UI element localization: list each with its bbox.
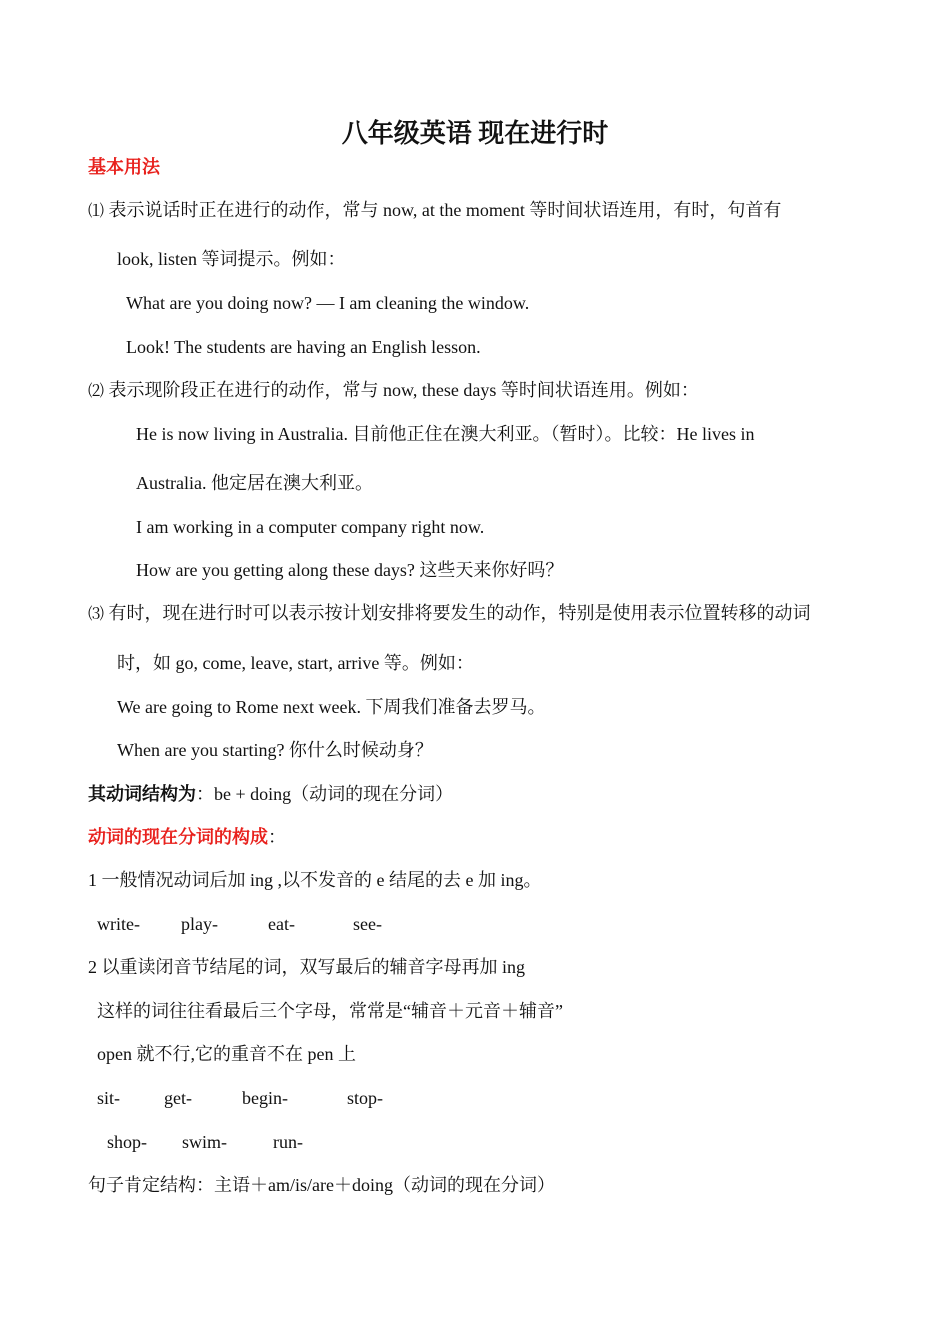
rule-2-word-swim: swim- — [182, 1132, 227, 1152]
usage-1-line-1 — [88, 198, 781, 224]
usage-1-number: ⑴ — [88, 203, 105, 220]
affirmative-structure: 句子肯定结构：主语＋am/is/are＋doing（动词的现在分词） — [88, 1175, 555, 1195]
rule-2-text: 2 以重读闭音节结尾的词，双写最后的辅音字母再加 ing — [88, 957, 525, 977]
rule-2-word-begin: begin- — [242, 1088, 288, 1108]
rule-2-word-run: run- — [273, 1132, 303, 1152]
rule-2-word-get: get- — [164, 1088, 192, 1108]
usage-3-example-2: When are you starting? 你什么时候动身？ — [117, 740, 433, 760]
rule-1-text: 1 一般情况动词后加 ing ,以不发音的 e 结尾的去 e 加 ing。 — [88, 870, 542, 890]
rule-2-word-stop: stop- — [347, 1088, 383, 1108]
usage-2-example-1a: He is now living in Australia. 目前他正住在澳大利亚。（暂时）。比较：He lives in — [136, 424, 755, 444]
rule-1-word-see: see- — [353, 914, 382, 934]
participle-heading-line — [88, 825, 286, 849]
usage-3-text: 有时，现在进行时可以表示按计划安排将要发生的动作，特别是使用表示位置转移的动词 — [108, 603, 811, 623]
usage-1-text: 表示说话时正在进行的动作，常与 now, at the moment 等时间状语连用，有时，句首有 — [108, 200, 782, 220]
usage-2-number: ⑵ — [88, 383, 105, 400]
rule-2-word-sit: sit- — [97, 1088, 121, 1108]
section-heading-basic-usage: 基本用法 — [88, 157, 160, 177]
verb-structure-value: ：be + doing（动词的现在分词） — [196, 784, 454, 804]
usage-3-example-1: We are going to Rome next week. 下周我们准备去罗马。 — [117, 697, 546, 717]
rule-2-note-2: open 就不行,它的重音不在 pen 上 — [97, 1044, 356, 1064]
usage-2-example-1b: Australia. 他定居在澳大利亚。 — [136, 473, 373, 493]
rule-1-word-eat: eat- — [268, 914, 295, 934]
verb-structure-line — [88, 782, 453, 806]
verb-structure-label: 其动词结构为 — [88, 784, 196, 804]
section-heading-participle: 动词的现在分词的构成 — [88, 827, 268, 847]
rule-2-note-1: 这样的词往往看最后三个字母，常常是“辅音＋元音＋辅音” — [97, 1001, 563, 1021]
usage-1-line-2: look, listen 等词提示。例如： — [117, 249, 346, 269]
participle-heading-colon: ： — [268, 827, 286, 847]
usage-3-number: ⑶ — [88, 606, 105, 623]
usage-1-example-1: What are you doing now? — I am cleaning the window. — [126, 293, 530, 313]
usage-2-text: 表示现阶段正在进行的动作，常与 now, these days 等时间状语连用。例如： — [108, 380, 699, 400]
usage-2-example-3: How are you getting along these days? 这些天来你好吗？ — [136, 560, 564, 580]
usage-1-example-2: Look! The students are having an English lesson. — [126, 337, 481, 357]
usage-2-example-2: I am working in a computer company right now. — [136, 517, 485, 537]
usage-3-line-2: 时，如 go, come, leave, start, arrive 等。例如： — [117, 653, 474, 673]
page-title: 八年级英语 现在进行时 — [341, 119, 609, 148]
usage-2-line-1 — [88, 378, 699, 404]
usage-3-line-1 — [88, 601, 811, 627]
rule-2-word-shop: shop- — [107, 1132, 147, 1152]
rule-1-word-play: play- — [181, 914, 218, 934]
rule-1-word-write: write- — [97, 914, 140, 934]
